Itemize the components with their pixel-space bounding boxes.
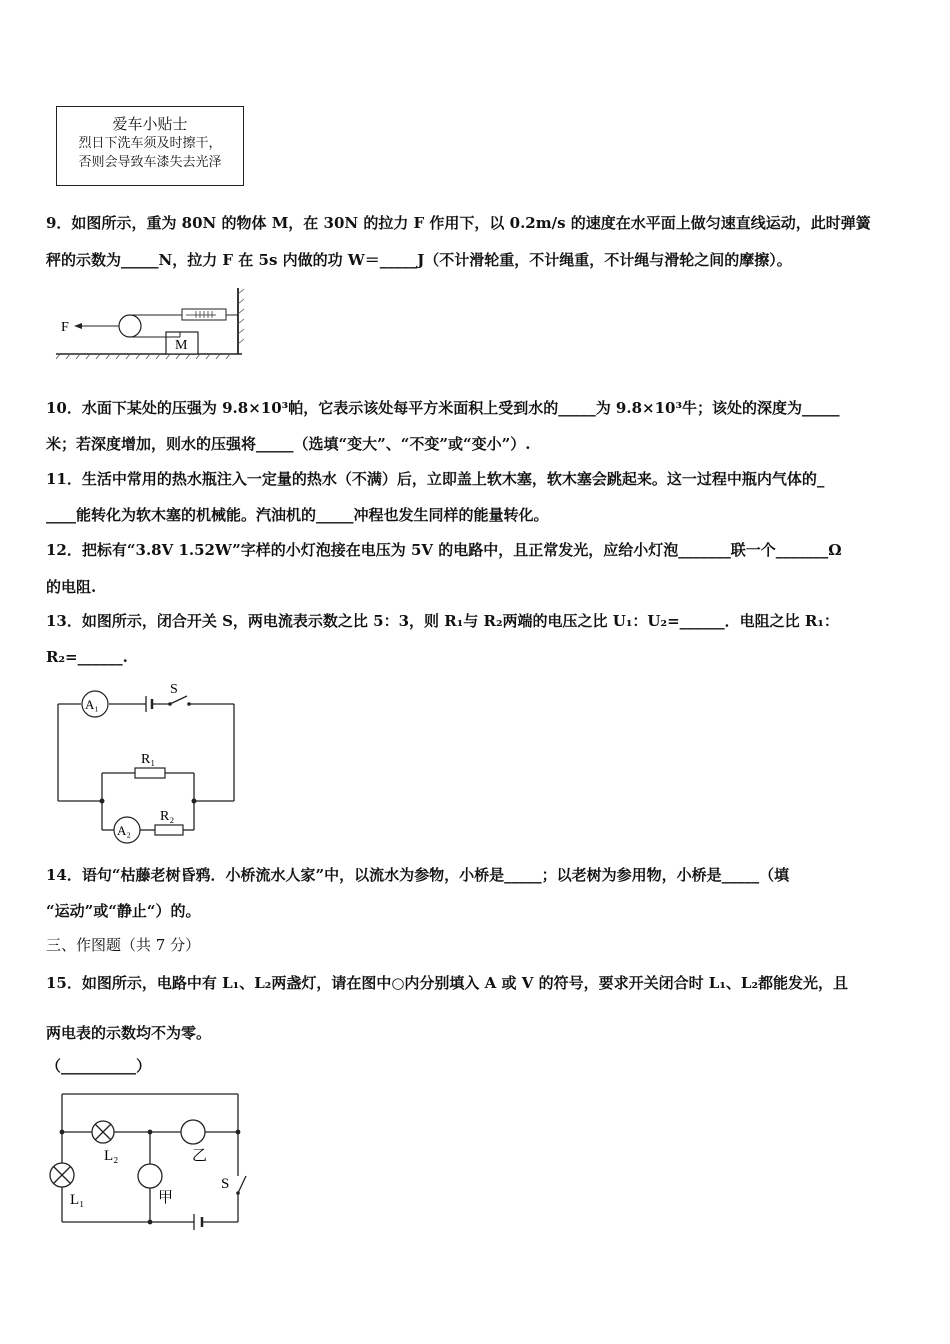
- q15-circuit-figure: [48, 1090, 248, 1232]
- section-3-heading: 三、作图题（共 7 分）: [46, 936, 201, 954]
- q9-line-2: 秤的示数为_____N，拉力 F 在 5s 内做的功 W＝_____J（不计滑轮重，不计绳重，不计绳与滑轮之间的摩擦）。: [46, 251, 792, 269]
- q13-switch-label: S: [170, 682, 178, 697]
- q12-line-2: 的电阻.: [46, 578, 97, 596]
- q13-resistor-r1-label: R₁: [141, 752, 156, 767]
- q15-meter-yi-label: 乙: [192, 1148, 208, 1164]
- q14-line-1: 14．语句“枯藤老树昏鸦．小桥流水人家”中，以流水为参物，小桥是_____；以老树为参用物，小桥是_____（填: [46, 866, 790, 884]
- q13-line-2: R₂=______.: [46, 648, 128, 666]
- q13-line-1: 13．如图所示，闭合开关 S，两电流表示数之比 5：3，则 R₁与 R₂两端的电压之比 U₁：U₂=______．电阻之比 R₁：: [46, 612, 839, 630]
- q15-lamp-l1-label: L₁: [70, 1192, 85, 1208]
- q15-line-1: 15．如图所示，电路中有 L₁、L₂两盏灯，请在图中○内分别填入 A 或 V 的符号，要求开关闭合时 L₁、L₂都能发光，且: [46, 974, 849, 992]
- q12-line-1: 12．把标有“3.8V 1.52W”字样的小灯泡接在电压为 5V 的电路中，且正常发光，应给小灯泡_______联一个_______Ω: [46, 541, 842, 559]
- q15-switch-label: S: [221, 1176, 230, 1192]
- q10-line-1: 10．水面下某处的压强为 9.8×10³帕，它表示该处每平方米面积上受到水的_____为 9.8×10³牛；该处的深度为_____: [46, 399, 840, 417]
- q9-line-1: 9．如图所示，重为 80N 的物体 M，在 30N 的拉力 F 作用下，以 0.2m/s 的速度在水平面上做匀速直线运动，此时弹簧: [46, 214, 871, 232]
- car-tips-line-2: 否则会导致车漆失去光泽: [78, 155, 222, 170]
- q15-line-2: 两电表的示数均不为零。: [46, 1024, 212, 1042]
- q11-line-1: 11．生活中常用的热水瓶注入一定量的热水（不满）后，立即盖上软木塞，软木塞会跳起来。这一过程中瓶内气体的_: [46, 470, 825, 488]
- q15-answer-blank: （__________）: [46, 1057, 152, 1075]
- q13-ammeter-a1-label: A₁: [85, 697, 99, 712]
- q10-line-2: 米；若深度增加，则水的压强将_____（选填“变大”、“不变”或“变小”）.: [46, 435, 531, 453]
- car-tips-title: 爱车小贴士: [112, 115, 188, 133]
- q11-line-2: ____能转化为软木塞的机械能。汽油机的_____冲程也发生同样的能量转化。: [46, 506, 549, 524]
- q13-resistor-r2-label: R₂: [160, 809, 175, 824]
- q15-meter-jia-label: 甲: [158, 1190, 174, 1206]
- q14-line-2: “运动”或“静止“）的。: [46, 902, 201, 920]
- q13-circuit-figure: [56, 680, 241, 840]
- q9-force-label: F: [61, 320, 69, 335]
- q15-lamp-l2-label: L₂: [104, 1148, 119, 1164]
- q9-pulley-figure: [56, 288, 256, 360]
- car-tips-line-1: 烈日下洗车须及时擦干，: [78, 136, 222, 151]
- q9-block-label: M: [175, 338, 188, 353]
- q13-ammeter-a2-label: A₂: [117, 823, 131, 838]
- car-tips-box: [56, 106, 244, 186]
